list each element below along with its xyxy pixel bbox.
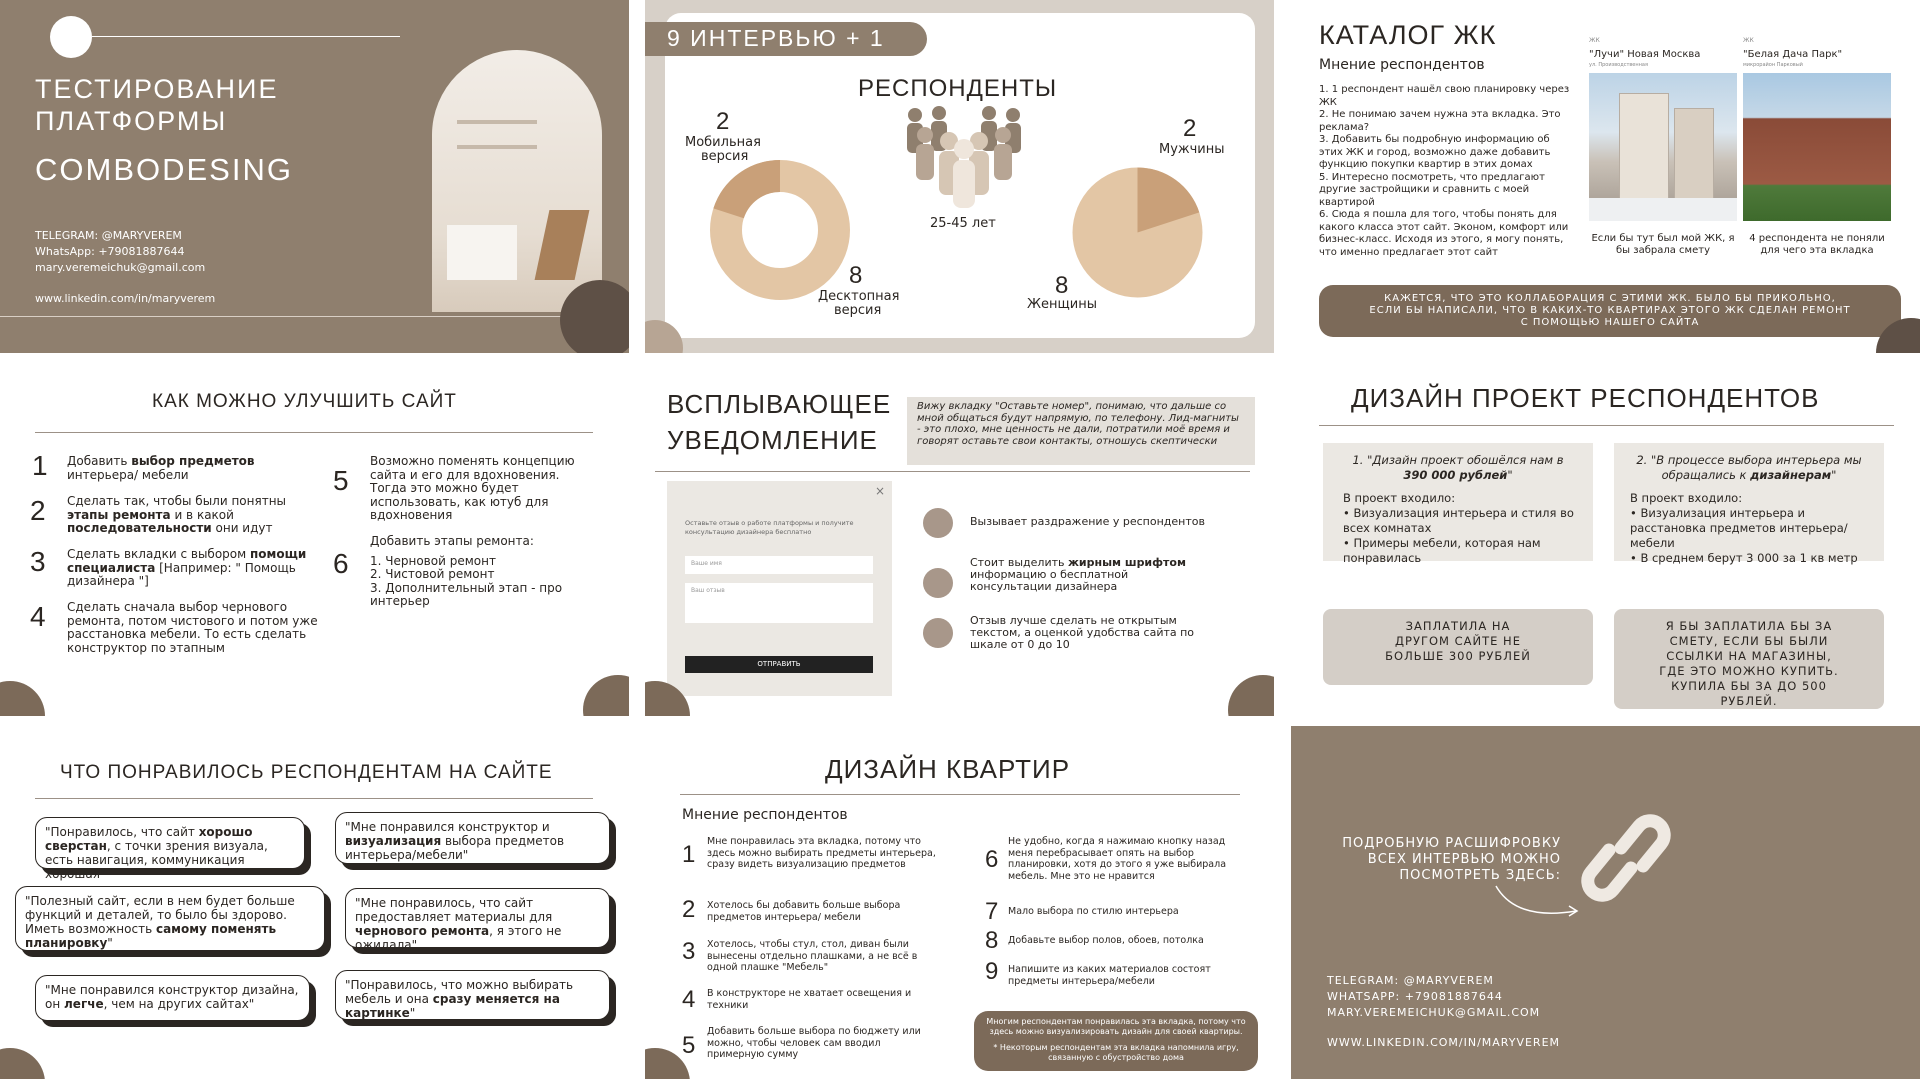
item-number: 5 — [333, 465, 349, 496]
bullet-dot — [923, 568, 953, 598]
men-label: Мужчины — [1159, 142, 1225, 157]
item-number: 8 — [985, 927, 999, 954]
complex-card-tag-2: ЖК — [1743, 37, 1754, 44]
linkedin-link[interactable]: WWW.LINKEDIN.COM/IN/MARYVEREM — [1327, 1036, 1561, 1049]
slide-contacts — [1291, 726, 1920, 1079]
item-number: 6 — [985, 846, 999, 873]
item-number: 1 — [32, 450, 48, 481]
title-rule — [680, 794, 1240, 795]
email-contact[interactable]: MARY.VEREMEICHUK@GMAIL.COM — [1327, 1006, 1541, 1019]
design-opinion-7: Мало выбора по стилю интерьера — [1008, 906, 1179, 917]
complex-card-title-2[interactable]: "Белая Дача Парк" — [1743, 49, 1843, 60]
popup-title-1: ВСПЛЫВАЮЩЕЕ — [667, 389, 892, 419]
design-opinion-8: Добавьте выбор полов, обоев, потолка — [1008, 935, 1204, 946]
summary-box: Многим респондентам понравилась эта вкладка, потому что здесь можно визуализировать дизайн для своей квартиры. * Некоторым респондентам эта вкладка напомнила игру, связанную с обустройство дома — [974, 1011, 1258, 1071]
caption-2: 4 респондента не поняли для чего эта вкладка — [1749, 233, 1885, 256]
improvement-item-6: Добавить этапы ремонта: 1. Черновой ремонт 2. Чистовой ремонт 3. Дополнительный этап - про интерьер — [370, 534, 563, 608]
complex-card-sub-1: ул. Производственная — [1589, 62, 1648, 68]
review-input[interactable]: Ваш отзыв — [685, 583, 873, 623]
corner-circle — [0, 681, 45, 716]
quote-bubble-5: "Мне понравился конструктор дизайна, он легче, чем на других сайтах" — [35, 975, 310, 1021]
device-donut-chart — [710, 160, 850, 300]
submit-button[interactable]: ОТПРАВИТЬ — [685, 656, 873, 673]
slide-title — [0, 0, 629, 353]
improvements-title: КАК МОЖНО УЛУЧШИТЬ САЙТ — [152, 391, 457, 412]
apartment-subtitle: Мнение респондентов — [682, 807, 848, 823]
complex-card-sub-2: микрорайон Парковый — [1743, 62, 1803, 68]
women-count: 8 — [1055, 272, 1069, 299]
opinion-item: 6. Сюда я пошла для того, чтобы понять для какого класса этот сайт. Эконом, комфорт или бизнес-класс. Исходя из этого, я могу понять, что именно предлагает этот сайт — [1319, 209, 1569, 258]
item-number: 4 — [30, 601, 46, 632]
desktop-label-2: версия — [834, 303, 882, 318]
divider-line — [0, 316, 629, 317]
respondent-note: Вижу вкладку "Оставьте номер", понимаю, что дальше со мной общаться будут напрямую, по телефону. Лид-магниты - это плохо, мне ценность не дали, потратили моё время и говорят оставьте свои контакты, отношусь скептически — [907, 397, 1255, 465]
finding-3: Отзыв лучше сделать не открытым текстом, а оценкой удобства сайта по шкале от 0 до 10 — [970, 614, 1195, 651]
item-number: 9 — [985, 958, 999, 985]
title-rule — [35, 798, 593, 799]
item-number: 2 — [30, 495, 46, 526]
gender-pie-chart — [1070, 165, 1205, 300]
quote-bubble-2: "Мне понравился конструктор и визуализация выбора предметов интерьера/мебели" — [335, 812, 610, 864]
improvement-item-5: Возможно поменять концепцию сайта и его для вдохновения. Тогда это можно будет использовать, как ютуб для вдохновения — [370, 454, 575, 522]
corner-circle — [1228, 675, 1274, 716]
mobile-label-1: Мобильная — [685, 135, 761, 150]
mobile-count: 2 — [716, 108, 730, 135]
complex-card-title-1[interactable]: "Лучи" Новая Москва — [1589, 49, 1701, 60]
popup-title-2: УВЕДОМЛЕНИЕ — [667, 425, 878, 455]
design-projects-title: ДИЗАЙН ПРОЕКТ РЕСПОНДЕНТОВ — [1351, 383, 1820, 413]
liked-title: ЧТО ПОНРАВИЛОСЬ РЕСПОНДЕНТАМ НА САЙТЕ — [60, 762, 553, 783]
linkedin-link[interactable]: www.linkedin.com/in/maryverem — [35, 292, 216, 305]
complex-card-tag-1: ЖК — [1589, 37, 1600, 44]
telegram-contact: TELEGRAM: @MARYVEREM — [1327, 974, 1494, 987]
item-number: 3 — [30, 546, 46, 577]
top-line — [92, 36, 400, 37]
opinion-item: 1. 1 респондент нашёл свою планировку через ЖК — [1319, 84, 1570, 108]
name-input[interactable]: Ваше имя — [685, 556, 873, 574]
opinion-item: 5. Интересно посмотреть, что предлагают другие застройщики и сравнить с моей квартирой — [1319, 171, 1545, 208]
transcript-text: ПОДРОБНУЮ РАСШИФРОВКУ ВСЕХ ИНТЕРВЬЮ МОЖНО ПОСМОТРЕТЬ ЗДЕСЬ: — [1342, 836, 1561, 883]
payment-card-2: Я БЫ ЗАПЛАТИЛА БЫ ЗА СМЕТУ, ЕСЛИ БЫ БЫЛИ ССЫЛКИ НА МАГАЗИНЫ, ГДЕ ЭТО МОЖНО КУПИТЬ. КУПИЛА БЫ ЗА ДО 500 РУБЛЕЙ. — [1614, 609, 1884, 709]
slide-popup — [645, 363, 1274, 716]
catalog-subtitle: Мнение респондентов — [1319, 57, 1485, 73]
quote-card-1: 1. "Дизайн проект обошёлся нам в 390 000 рублей" В проект входило: • Визуализация интерьера и стиля во всех комнатах • Примеры мебели, которая нам понравилась — [1323, 443, 1593, 561]
design-opinion-4: В конструкторе не хватает освещения и техники — [707, 988, 912, 1011]
interior-photo — [432, 50, 602, 312]
design-opinion-1: Мне понравилась эта вкладка, потому что здесь можно выбирать предметы интерьера, сразу видеть визуализацию предметов — [707, 836, 936, 870]
item-number: 6 — [333, 548, 349, 579]
quote-bubble-4: "Мне понравилось, что сайт предоставляет материалы для чернового ремонта, я этого не ожидала" — [345, 888, 610, 948]
corner-circle — [583, 675, 629, 716]
brand-name: COMBODESING — [35, 152, 293, 187]
circle-decoration — [50, 16, 92, 58]
title-rule — [35, 432, 593, 433]
item-number: 1 — [682, 841, 696, 868]
finding-1: Вызывает раздражение у респондентов — [970, 515, 1205, 528]
catalog-title: КАТАЛОГ ЖК — [1319, 20, 1497, 50]
quote-bubble-3: "Полезный сайт, если в нем будет больше функций и деталей, то было бы здорово. Иметь возможность самому поменять планировку" — [15, 886, 325, 951]
title-line-2: ПЛАТФОРМЫ — [35, 106, 228, 136]
item-number: 7 — [985, 898, 999, 925]
opinion-item: 3. Добавить бы подробную информацию об этих ЖК и город, возможно даже добавить функцию покупки квартир в этих домах — [1319, 134, 1551, 170]
design-opinion-2: Хотелось бы добавить больше выбора предметов интерьера/ мебели — [707, 900, 901, 923]
opinions-list — [1319, 84, 1573, 259]
slide-liked — [0, 726, 629, 1079]
design-opinion-5: Добавить больше выбора по бюджету или можно, чтобы человек сам вводил примерную сумму — [707, 1026, 921, 1060]
design-opinion-6: Не удобно, когда я нажимаю кнопку назад меня перебрасывает опять на выбор планировки, хотя до этого я уже выбирала мебель. Мне это не нравится — [1008, 836, 1227, 882]
title-rule — [655, 471, 1250, 472]
telegram-contact: TELEGRAM: @MARYVEREM — [35, 229, 182, 242]
slide-design-projects — [1291, 363, 1920, 716]
close-icon[interactable]: × — [874, 484, 885, 498]
title-line-1: ТЕСТИРОВАНИЕ — [35, 74, 279, 104]
link-icon[interactable] — [1581, 808, 1671, 908]
slide-apartment-design — [645, 726, 1274, 1079]
finding-2: Стоит выделить жирным шрифтом информацию о бесплатной консультации дизайнера — [970, 556, 1186, 593]
improvement-item-3: Сделать вкладки с выбором помощи специалиста [Например: " Помощь дизайнера "] — [67, 547, 307, 588]
improvement-item-4: Сделать сначала выбор чернового ремонта, потом чистового и потом уже расстановка мебели. То есть сделать конструктор по этапным — [67, 600, 318, 655]
arrow-icon — [1491, 876, 1591, 926]
desktop-label-1: Десктопная — [818, 289, 900, 304]
conclusion-banner: КАЖЕТСЯ, ЧТО ЭТО КОЛЛАБОРАЦИЯ С ЭТИМИ ЖК. БЫЛО БЫ ПРИКОЛЬНО, ЕСЛИ БЫ НАПИСАЛИ, ЧТО В КАКИХ-ТО КВАРТИРАХ ЭТОГО ЖК СДЕЛАН РЕМОНТ С ПОМОЩЬЮ НАШЕГО САЙТА — [1319, 285, 1901, 337]
improvement-item-1: Добавить выбор предметов интерьера/ мебели — [67, 454, 255, 482]
apartment-design-title: ДИЗАЙН КВАРТИР — [825, 754, 1071, 784]
slide-catalog — [1291, 0, 1920, 353]
popup-mockup — [667, 481, 892, 696]
opinion-item: 2. Не понимаю зачем нужна эта вкладка. Это реклама? — [1319, 109, 1561, 133]
respondents-title: РЕСПОНДЕНТЫ — [858, 75, 1058, 102]
quote-bubble-1: "Понравилось, что сайт хорошо сверстан, с точки зрения визуала, есть навигация, коммуникация хорошая" — [35, 817, 305, 869]
design-opinion-3: Хотелось, чтобы стул, стол, диван были вынесены отдельно плашками, а не всё в одной плашке "Мебель" — [707, 939, 918, 973]
people-group-icon — [903, 105, 1025, 210]
slide-improvements — [0, 363, 629, 716]
donut-mobile-slice — [729, 176, 780, 213]
mobile-label-2: версия — [701, 149, 749, 164]
women-label: Женщины — [1027, 297, 1097, 312]
title-rule — [1319, 425, 1894, 426]
quote-bubble-6: "Понравилось, что можно выбирать мебель и она сразу меняется на картинке" — [335, 970, 610, 1020]
men-count: 2 — [1183, 115, 1197, 142]
whatsapp-contact: WHATSAPP: +79081887644 — [1327, 990, 1503, 1003]
interview-tag: 9 ИНТЕРВЬЮ + 1 — [645, 22, 927, 56]
complex-photo-2[interactable] — [1743, 73, 1891, 221]
age-range: 25-45 лет — [930, 216, 996, 231]
corner-circle — [0, 1048, 45, 1079]
bullet-dot — [923, 508, 953, 538]
item-number: 2 — [682, 896, 696, 923]
design-opinion-9: Напишите из каких материалов состоят предметы интерьера/мебели — [1008, 964, 1211, 987]
complex-photo-1[interactable] — [1589, 73, 1737, 221]
payment-card-1: ЗАПЛАТИЛА НА ДРУГОМ САЙТЕ НЕ БОЛЬШЕ 300 РУБЛЕЙ — [1323, 609, 1593, 685]
caption-1: Если бы тут был мой ЖК, я бы забрала смету — [1591, 233, 1735, 256]
email-contact[interactable]: mary.veremeichuk@gmail.com — [35, 261, 206, 274]
quote-card-2: 2. "В процессе выбора интерьера мы обращались к дизайнерам" В проект входило: • Визуализация интерьера и расстановка предметов интерьера/ мебели • В среднем берут 3 000 за 1 кв метр — [1614, 443, 1884, 561]
slide-respondents — [645, 0, 1274, 353]
improvement-item-2: Сделать так, чтобы были понятны этапы ремонта и в какой последовательности они идут — [67, 494, 287, 535]
item-number: 3 — [682, 938, 696, 965]
popup-text: Оставьте отзыв о работе платформы и получите консультацию дизайнера бесплатно — [685, 519, 854, 536]
item-number: 4 — [682, 986, 696, 1013]
bullet-dot — [923, 618, 953, 648]
whatsapp-contact: WhatsApp: +79081887644 — [35, 245, 185, 258]
desktop-count: 8 — [849, 262, 863, 289]
item-number: 5 — [682, 1032, 696, 1059]
